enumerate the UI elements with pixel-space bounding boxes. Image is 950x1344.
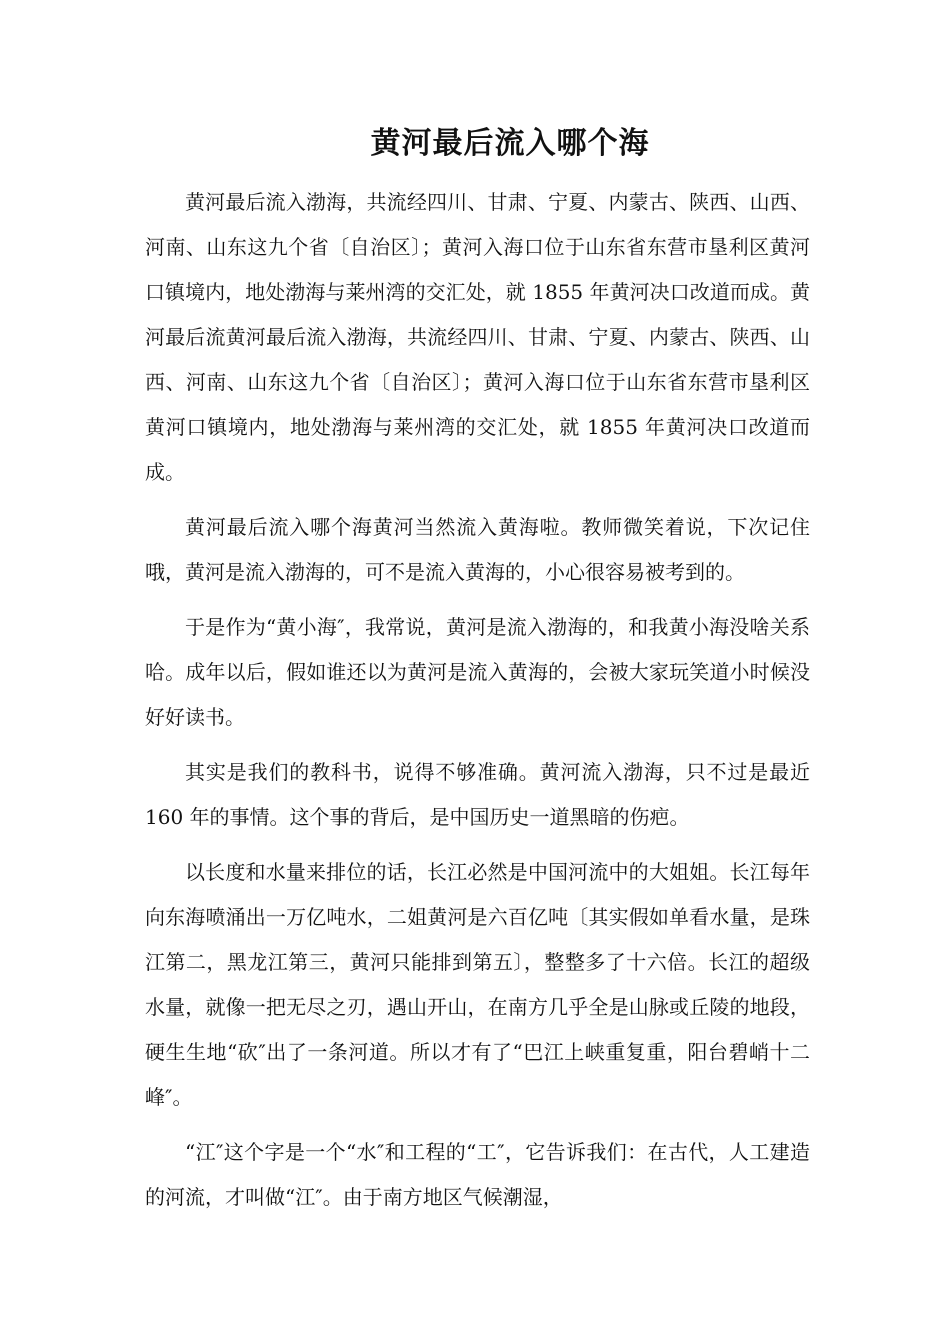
paragraph-6: “江″这个字是一个“水″和工程的“工″，它告诉我们：在古代，人工建造的河流，才叫做“江″。由于南方地区气候潮湿，	[145, 1140, 810, 1209]
paragraph-5: 以长度和水量来排位的话，长江必然是中国河流中的大姐姐。长江每年向东海喷涌出一万亿吨水，二姐黄河是六百亿吨〔其实假如单看水量，是珠江第二，黑龙江第三，黄河只能排到第五〕，整整多了十六倍。长江的超级水量，就像一把无尽之刃，遇山开山，在南方几乎全是山脉或丘陵的地段，硬生生地“砍″出了一条河道。所以才有了“巴江上峡重复重，阳台碧峭十二峰″。	[145, 860, 810, 1109]
document-title: 黄河最后流入哪个海	[370, 126, 650, 161]
paragraph-4: 其实是我们的教科书，说得不够准确。黄河流入渤海，只不过是最近 160 年的事情。这个事的背后，是中国历史一道黑暗的伤疤。	[145, 760, 810, 829]
document-body	[145, 180, 810, 1230]
paragraph-1: 黄河最后流入渤海，共流经四川、甘肃、宁夏、内蒙古、陕西、山西、河南、山东这九个省〔自治区〕；黄河入海口位于山东省东营市垦利区黄河口镇境内，地处渤海与莱州湾的交汇处，就 1855 年黄河决口改道而成。黄河最后流黄河最后流入渤海，共流经四川、甘肃、宁夏、内蒙古、陕西、山西、河南、山东这九个省〔自治区〕；黄河入海口位于山东省东营市垦利区黄河口镇境内，地处渤海与莱州湾的交汇处，就 1855 年黄河决口改道而成。	[145, 190, 810, 484]
paragraph-2: 黄河最后流入哪个海黄河当然流入黄海啦。教师微笑着说，下次记住哦，黄河是流入渤海的，可不是流入黄海的，小心很容易被考到的。	[145, 515, 810, 584]
paragraph-3: 于是作为“黄小海″，我常说，黄河是流入渤海的，和我黄小海没啥关系哈。成年以后，假如谁还以为黄河是流入黄海的，会被大家玩笑道小时候没好好读书。	[145, 615, 810, 729]
